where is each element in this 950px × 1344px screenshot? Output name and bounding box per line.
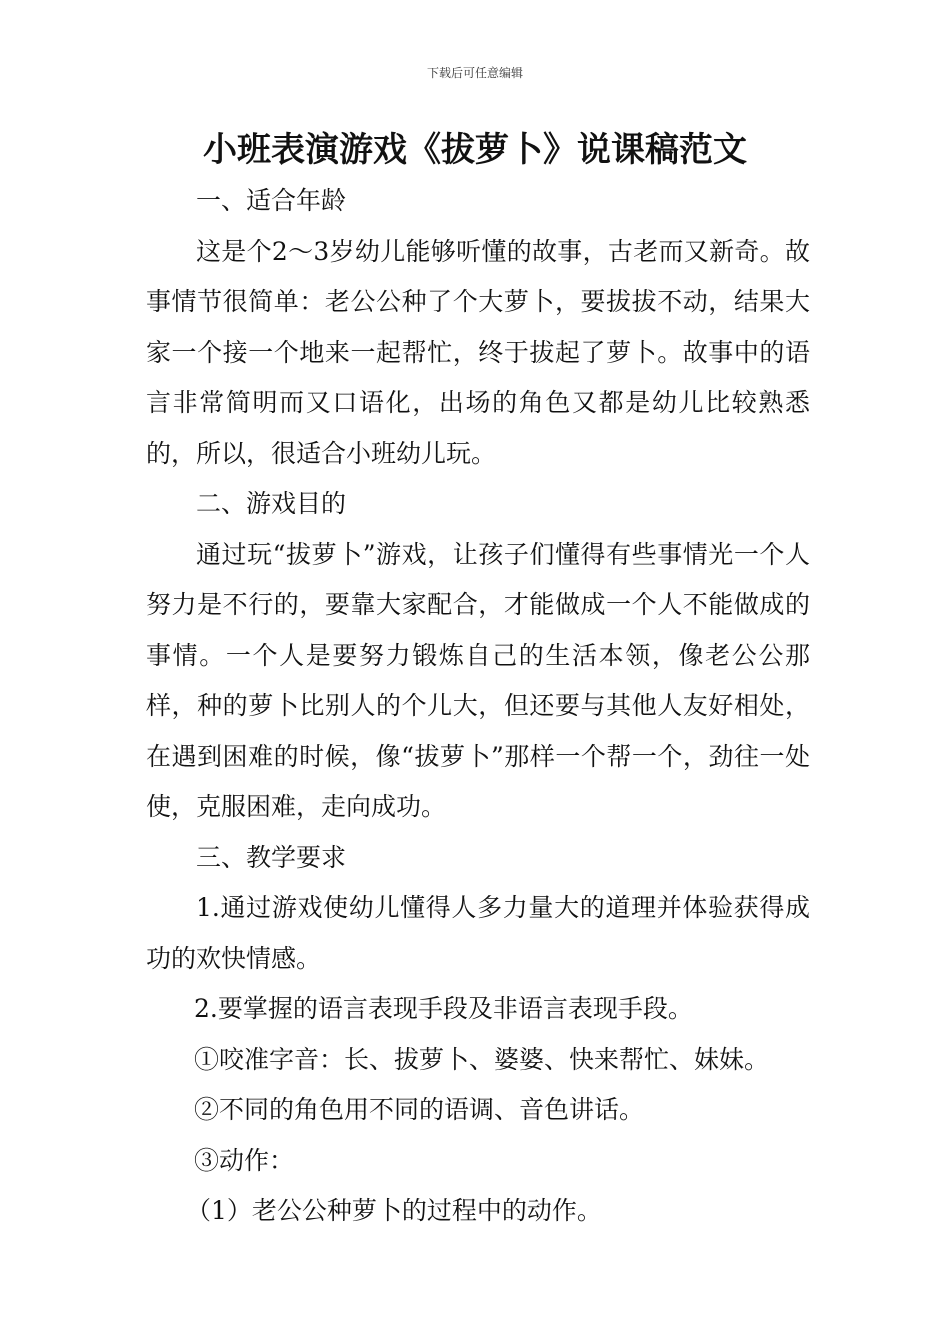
page-title: 小班表演游戏《拔萝卜》说课稿范文	[203, 130, 747, 170]
section-heading-age: 一、适合年龄	[196, 186, 347, 215]
requirement-subitem-2: ②不同的角色用不同的语调、音色讲话。	[194, 1095, 645, 1124]
section-heading-goal: 二、游戏目的	[196, 489, 347, 518]
requirement-item-1: 1.通过游戏使幼儿懂得人多力量大的道理并体验获得成功的欢快情感。	[146, 893, 810, 973]
requirement-item-2: 2.要掌握的语言表现手段及非语言表现手段。	[194, 994, 693, 1023]
paragraph-goal: 通过玩“拔萝卜”游戏，让孩子们懂得有些事情光一个人努力是不行的，要靠大家配合，才能做成一个人不能做成的事情。一个人是要努力锻炼自己的生活本领，像老公公那样，种的萝卜比别人的个儿大，但还要与其他人友好相处，在遇到困难的时候，像“拔萝卜”那样一个帮一个，劲往一处使，克服困难，走向成功。	[146, 539, 810, 821]
requirement-subitem-3: ③动作：	[194, 1145, 295, 1175]
requirement-subitem-1: ①咬准字音：长、拔萝卜、婆婆、快来帮忙、妹妹。	[194, 1044, 770, 1074]
paragraph-age: 这是个2～3岁幼儿能够听懂的故事，古老而又新奇。故事情节很简单：老公公种了个大萝卜，要拔拔不动，结果大家一个接一个地来一起帮忙，终于拔起了萝卜。故事中的语言非常简明而又口语化，出场的角色又都是幼儿比较熟悉的，所以，很适合小班幼儿玩。	[146, 236, 810, 468]
section-heading-requirements: 三、教学要求	[196, 842, 347, 872]
requirement-subitem-3-1: （1）老公公种萝卜的过程中的动作。	[186, 1196, 602, 1225]
document-body	[146, 176, 810, 1237]
header-note: 下载后可任意编辑	[426, 66, 523, 80]
